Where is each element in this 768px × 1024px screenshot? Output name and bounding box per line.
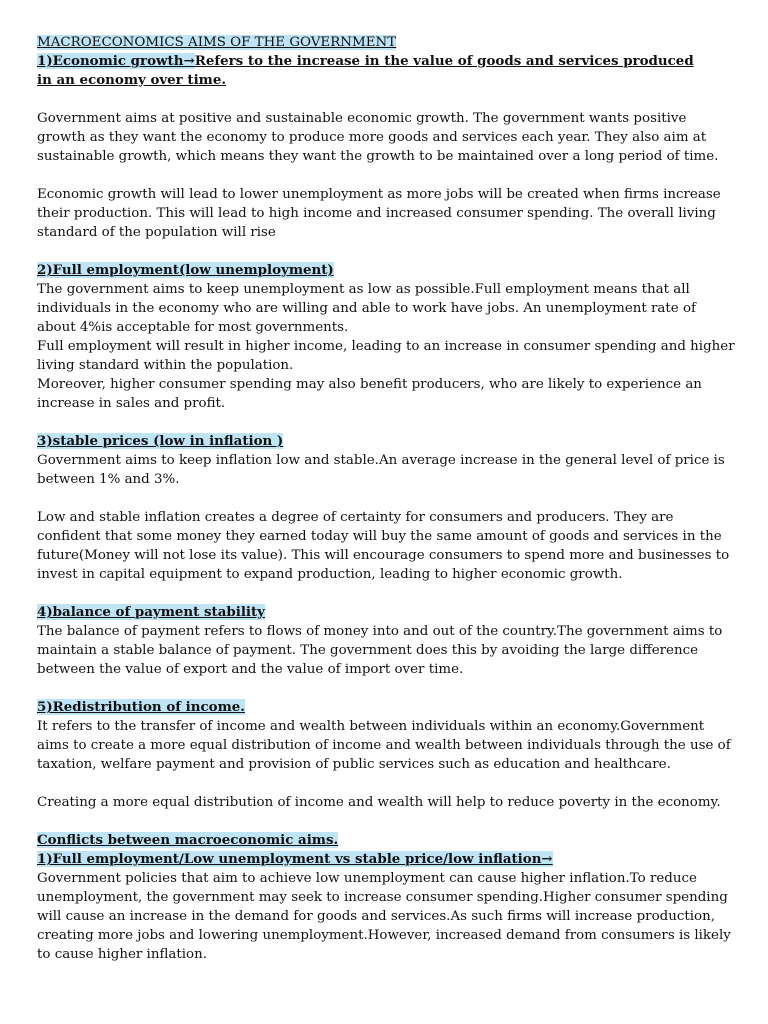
section-5-paragraph-2: Creating a more equal distribution of income and wealth will help to reduce poverty in the economy.: [37, 795, 721, 810]
section-2-paragraph-3: Moreover, higher consumer spending may also benefit producers, who are likely to experience an increase in sales and profit.: [37, 377, 702, 411]
spacer: [37, 413, 737, 432]
spacer: [37, 584, 737, 603]
section-2-paragraph-1: The government aims to keep unemployment as low as possible.Full employment means that all individuals in the economy who are willing and able to work have jobs. An unemployment rate of about 4%is acceptable for most governments.: [37, 282, 696, 335]
section-1-heading: [37, 52, 737, 71]
conflicts-paragraph-1: Government policies that aim to achieve low unemployment can cause higher inflation.To reduce unemployment, the government may seek to increase consumer spending.Higher consumer spending will cause an increase in the demand for goods and services.As such firms will increase production, creating more jobs and lowering unemployment.However, increased demand from consumers is likely to cause higher inflation.: [37, 871, 731, 962]
section-4-heading: [37, 603, 737, 622]
conflicts-subheading-1-text: 1)Full employment/Low unemployment vs stable price/low inflation→: [37, 851, 553, 867]
document-title-text: MACROECONOMICS AIMS OF THE GOVERNMENT: [37, 35, 397, 50]
section-3-heading: [37, 432, 737, 451]
section-4-paragraph-1: The balance of payment refers to flows of money into and out of the country.The government aims to maintain a stable balance of payment. The government does this by avoiding the large difference between the value of export and the value of import over time.: [37, 624, 723, 677]
spacer: [37, 489, 737, 508]
section-1-paragraph-2: Economic growth will lead to lower unemployment as more jobs will be created when firms increase their production. This will lead to high income and increased consumer spending. The overall living standard of the population will rise: [37, 187, 721, 240]
spacer: [37, 166, 737, 185]
spacer: [37, 774, 737, 793]
conflicts-heading-text: Conflicts between macroeconomic aims.: [37, 832, 339, 848]
section-5-heading: [37, 698, 737, 717]
document-page: [37, 33, 737, 964]
section-2-heading-text: 2)Full employment(low unemployment): [37, 262, 334, 278]
section-3-heading-text: 3)stable prices (low in inflation ): [37, 433, 284, 449]
section-3-paragraph-2: Low and stable inflation creates a degree of certainty for consumers and producers. They are confident that some money they earned today will buy the same amount of goods and services in the future(Money will not lose its value). This will encourage consumers to spend more and businesses to invest in capital equipment to expand production, leading to higher economic growth.: [37, 510, 730, 582]
section-1-heading-label: 1)Economic growth→: [37, 53, 195, 69]
spacer: [37, 679, 737, 698]
spacer: [37, 90, 737, 109]
spacer: [37, 242, 737, 261]
section-4-heading-text: 4)balance of payment stability: [37, 604, 265, 620]
section-2-paragraph-2: Full employment will result in higher income, leading to an increase in consumer spending and higher living standard within the population.: [37, 339, 735, 373]
section-1-heading-line-2: [37, 71, 737, 90]
conflicts-heading: [37, 831, 737, 850]
section-1-heading-definition-b: in an economy over time.: [37, 72, 227, 88]
section-5-paragraph-1: It refers to the transfer of income and wealth between individuals within an economy.Government aims to create a more equal distribution of income and wealth between individuals through the use of taxation, welfare payment and provision of public services such as education and healthcare.: [37, 719, 731, 772]
section-1-heading-definition-a: Refers to the increase in the value of goods and services produced: [194, 53, 694, 69]
section-1-paragraph-1: Government aims at positive and sustainable economic growth. The government wants positive growth as they want the economy to produce more goods and services each year. They also aim at sustainable growth, which means they want the growth to be maintained over a long period of time.: [37, 111, 719, 164]
section-3-paragraph-1: Government aims to keep inflation low and stable.An average increase in the general level of price is between 1% and 3%.: [37, 453, 725, 487]
section-2-heading: [37, 261, 737, 280]
conflicts-subheading-1: [37, 850, 737, 869]
spacer: [37, 812, 737, 831]
document-title: [37, 33, 737, 52]
section-5-heading-text: 5)Redistribution of income.: [37, 699, 245, 715]
